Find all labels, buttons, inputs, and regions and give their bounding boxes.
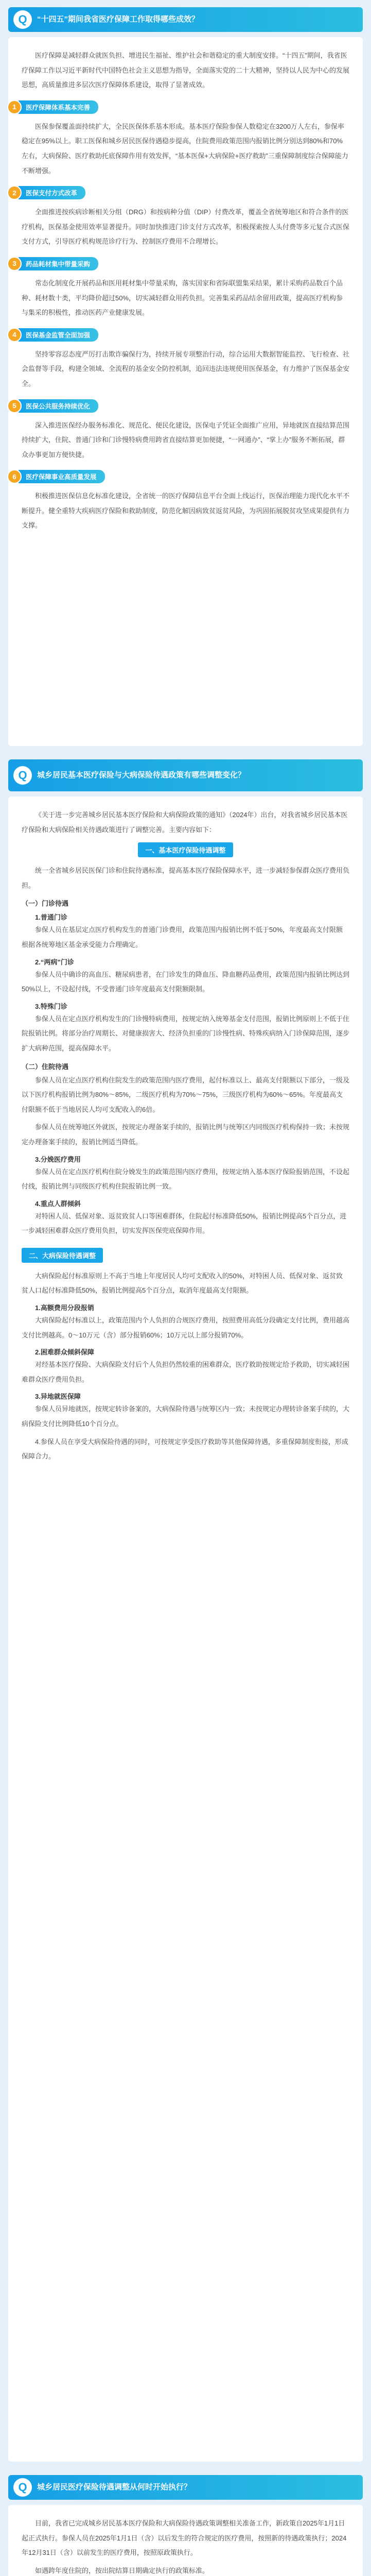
item-title: 1.普通门诊: [35, 913, 67, 922]
item-title: 3.异地就医保障: [35, 1393, 81, 1401]
item-title: 1.高额费用分段报销: [35, 1304, 94, 1312]
answer-2-tag-1: 一、基本医疗保险待遇调整: [138, 842, 233, 857]
item-title: 3.分娩医疗费用: [35, 1155, 81, 1163]
answer-1-intro: 医疗保障是减轻群众就医负担、增进民生福祉、维护社会和谐稳定的重大制度安排。“十四五”期间，我省医疗保障工作以习近平新时代中国特色社会主义思想为指导，全面落实党的二十大精神，坚持以人民为中心的发展思想，高质量推进多层次医疗保障体系建设，取得了显著成效。: [22, 52, 350, 89]
item-text: 4.参保人员在享受大病保险待遇的同时，可按规定享受医疗救助等其他保障待遇，多重保障制度衔接，形成保障合力。: [22, 1437, 348, 1461]
item-text: 参保人员在定点医疗机构住院分娩发生的政策范围内医疗费用，按规定纳入基本医疗保险报销范围，不设起付线，报销比例与同级医疗机构住院报销比例一致。: [22, 1167, 350, 1191]
answer-1-section-1: [12, 100, 349, 178]
section-title: 医疗保障事业高质量发展: [19, 470, 105, 483]
item-text: 大病保险起付标准以上，政策范围内个人负担的合规医疗费用，按照费用高低分段确定支付比例，费用越高支付比例越高。0～10万元（含）部分报销60%；10万元以上部分报销70%。: [22, 1316, 350, 1339]
item-text: 参保人员中确诊的高血压、糖尿病患者，在门诊发生的降血压、降血糖药品费用，政策范围内报销比例达到50%以上，不设起付线，不受普通门诊年度最高支付限额限制。: [22, 970, 350, 993]
item-text: 大病保险起付标准原则上不高于当地上年度居民人均可支配收入的50%，对特困人员、低保对象、返贫致贫人口起付标准降低50%，报销比例提高5个百分点，取消年度最高支付限额。: [22, 1272, 343, 1295]
answer-1-section-5: [12, 399, 350, 463]
item-text: 参保人员在基层定点医疗机构发生的普通门诊费用，政策范围内报销比例不低于50%，年度最高支付限额根据各统筹地区基金承受能力合理确定。: [22, 926, 343, 948]
answer-3-text: 如遇跨年度住院的，按出院结算日期确定执行的政策标准。: [35, 2566, 209, 2574]
answer-2-text: 统一全省城乡居民医保门诊和住院待遇标准，提高基本医疗保险保障水平，进一步减轻参保群众医疗费用负担。: [22, 867, 350, 889]
question-3-title: 城乡居民医疗保险待遇调整从何时开始执行？: [37, 2483, 192, 2492]
section-title: 医保公共服务持续优化: [19, 399, 98, 413]
item-title: 2.困难群众倾斜保障: [35, 1348, 94, 1357]
section-number: 1: [7, 100, 22, 114]
item-text: 对特困人员、低保对象、返贫致贫人口等困难群体，住院起付标准降低50%，报销比例提高5个百分点，进一步减轻困难群众医疗费用负担，切实发挥医保兜底保障作用。: [22, 1212, 347, 1235]
answer-1-section-3: [12, 257, 349, 320]
item-text: 参保人员在定点医疗机构住院发生的政策范围内医疗费用，起付标准以上、最高支付限额以下部分，一级及以下医疗机构报销比例为80%～85%，二级医疗机构为70%～75%，三级医疗机构为60%～65%。年度最高支付限额不低于当地居民人均可支配收入的6倍。: [22, 1076, 350, 1113]
section-title: 药品耗材集中带量采购: [19, 257, 98, 270]
section-number: 4: [7, 328, 22, 342]
answer-2-intro: 《关于进一步完善城乡居民基本医疗保险和大病保险政策的通知》（2024年）出台，对我省城乡居民基本医疗保险和大病保险相关待遇政策进行了调整完善。主要内容如下：: [22, 811, 348, 834]
item-text: 参保人员在定点医疗机构发生的门诊慢特病费用，按规定纳入统筹基金支付范围，报销比例原则上不低于住院报销比例。将部分治疗周期长、对健康损害大、经济负担重的门诊慢性病、特殊疾病纳入门诊保障范围，逐步扩大病种范围，提高保障水平。: [22, 1014, 350, 1052]
section-title: 医疗保障体系基本完善: [19, 100, 98, 114]
answer-1-card: [8, 37, 363, 746]
section-number: 3: [7, 257, 22, 271]
section-title: 医保基金监管全面加强: [19, 328, 98, 342]
item-title: 3.特殊门诊: [35, 1002, 67, 1010]
question-icon: Q: [13, 766, 32, 785]
section-text: 全面推进按疾病诊断相关分组（DRG）和按病种分值（DIP）付费改革，覆盖全省统筹地区和符合条件的医疗机构，医保基金使用效率显著提升。同时加快推进门诊支付方式改革，积极探索按人头付费等多元复合式医保支付方式，引导医疗机构规范诊疗行为、控制医疗费用不合理增长。: [22, 208, 350, 246]
question-1-header: [8, 7, 363, 32]
section-number: 5: [7, 399, 22, 413]
section-text: 常态化制度化开展药品和医用耗材集中带量采购，落实国家和省际联盟集采结果，累计采购药品数百个品种、耗材数十类，平均降价超过50%，切实减轻群众用药负担。完善集采药品结余留用政策，提高医疗机构参与集采的积极性，推动医药产业健康发展。: [22, 279, 343, 317]
section-number: 2: [7, 185, 22, 200]
section-number: 6: [7, 469, 22, 484]
answer-1-section-6: [12, 469, 350, 533]
question-icon: Q: [13, 10, 32, 29]
answer-1-section-2: [12, 185, 350, 249]
answer-3-card: [8, 2505, 363, 2576]
answer-2-card: [8, 796, 363, 2462]
item-text: 参保人员在统筹地区外就医，按规定办理备案手续的，报销比例与统筹区内同级医疗机构保持一致；未按规定办理备案手续的，报销比例适当降低。: [22, 1123, 350, 1146]
item-text: 参保人员异地就医，按规定转诊备案的，大病保险待遇与统筹区内一致；未按规定办理转诊备案手续的，大病保险支付比例降低10个百分点。: [22, 1405, 350, 1428]
item-title: 2.“两病”门诊: [35, 958, 74, 966]
section-text: 积极推进医保信息化标准化建设，全省统一的医疗保障信息平台全面上线运行，医保治理能力现代化水平不断提升。健全重特大疾病医疗保险和救助制度，防范化解因病致贫返贫风险，为巩固拓展脱贫攻坚成果提供有力支撑。: [22, 492, 350, 530]
answer-1-section-4: [12, 328, 350, 392]
item-text: 对经基本医疗保险、大病保险支付后个人负担仍然较重的困难群众，医疗救助按规定给予救助，切实减轻困难群众医疗费用负担。: [22, 1361, 350, 1383]
answer-3-text: 目前，我省已完成城乡居民基本医疗保险和大病保险待遇政策调整相关准备工作，新政策自2025年1月1日起正式执行。参保人员在2025年1月1日（含）以后发生的符合规定的医疗费用，按照新的待遇政策执行；2024年12月31日（含）以前发生的医疗费用，按照原政策执行。: [22, 2519, 347, 2557]
section-text: 深入推进医保经办服务标准化、规范化、便民化建设，医保电子凭证全面推广应用，异地就医直接结算范围持续扩大，住院、普通门诊和门诊慢特病费用跨省直接结算更加便捷，“一网通办”、“掌上办”服务不断拓展，群众办事更加方便快捷。: [22, 421, 350, 459]
subheading-outpatient: （一）门诊待遇: [22, 900, 69, 908]
item-title: 4.重点人群倾斜: [35, 1199, 81, 1208]
subheading-inpatient: （二）住院待遇: [22, 1062, 69, 1071]
question-2-title: 城乡居民基本医疗保险与大病保险待遇政策有哪些调整变化？: [37, 771, 246, 780]
question-3-header: [8, 2475, 363, 2500]
section-text: 医保参保覆盖面持续扩大，全民医保体系基本形成。基本医疗保险参保人数稳定在3200万人左右，参保率稳定在95%以上。职工医保和城乡居民医保待遇稳步提高，住院费用政策范围内报销比例分别达到80%和70%左右，大病保险、医疗救助托底保障作用有效发挥，“基本医保+大病保险+医疗救助”三重保障制度综合保障能力不断增强。: [22, 122, 348, 175]
question-2-header: [8, 759, 363, 791]
question-icon: Q: [13, 2478, 32, 2497]
section-text: 坚持零容忍态度严厉打击欺诈骗保行为，持续开展专项整治行动，综合运用大数据智能监控、飞行检查、社会监督等手段，构建全领域、全流程的基金安全防控机制，追回违法违规使用医保基金，有力维护了医保基金安全。: [22, 350, 350, 387]
question-1-title: “十四五”期间我省医疗保障工作取得哪些成效？: [37, 15, 200, 24]
section-title: 医保支付方式改革: [19, 186, 85, 199]
answer-2-tag-2: 二、大病保险待遇调整: [22, 1248, 103, 1263]
